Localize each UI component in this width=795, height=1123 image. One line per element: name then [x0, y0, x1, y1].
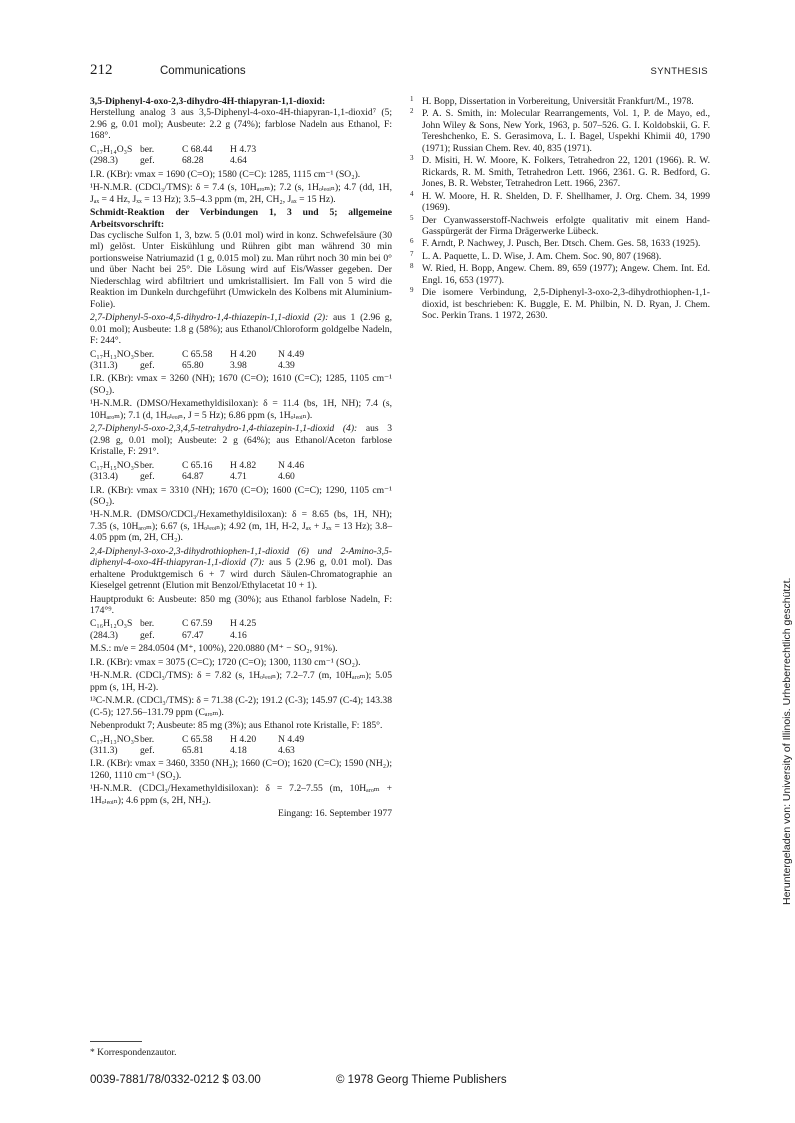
- received-date: Eingang: 16. September 1977: [277, 808, 392, 820]
- reference-item: 7 L. A. Paquette, L. D. Wise, J. Am. Chem. Soc. 90, 807 (1968).: [410, 249, 662, 262]
- footnote-divider: [90, 1041, 142, 1042]
- compound-title: 3,5-Diphenyl-4-oxo-2,3-dihydro-4H-thiapyran-1,1-dioxid:: [90, 96, 326, 107]
- reference-item: 9 Die isomere Verbindung, 2,5-Diphenyl-3-oxo-2,3-dihydrothiophen-1,1-dioxid, ist beschrieben: K. Buggle, E. M. Philbin, N. D. Ryan, J. Chem. Soc. Perkin Trans. 1 1972, 2630.: [410, 286, 710, 322]
- reference-item: 5 Der Cyanwasserstoff-Nachweis erfolgte qualitativ mit einem Hand-Gasspürgerät der Firma Drägerwerke Lübeck.: [410, 213, 710, 237]
- reference-item: 2 P. A. S. Smith, in: Molecular Rearrangements, Vol. 1, P. de Mayo, ed., John Wiley & Sons, New York, 1963, p. 507–526. G. I. Koldobskii, G. F. Tereshchenko, E. S. Gerasimova, L. I. Bagel, Uspekhi Khimii 40, 1790 (1971); Russian Chem. Rev. 40, 835 (1971).: [410, 107, 710, 154]
- ir-data: I.R. (KBr): νmax = 3260 (NH); 1670 (C=O); 1610 (C=C); 1285, 1105 cm⁻¹ (SO₂).: [90, 373, 392, 396]
- page-number: 212: [90, 62, 113, 78]
- compound-text: Herstellung analog 3 aus 3,5-Diphenyl-4-oxo-4H-thiapyran-1,1-dioxid⁷ (5; 2.96 g, 0.01 mol); Ausbeute: 2.2 g (74%); farblose Nadeln aus Ethanol, F: 168°.: [90, 107, 392, 142]
- reference-item: 3 D. Misiti, H. W. Moore, K. Folkers, Tetrahedron 22, 1201 (1966). R. W. Rickards, R. M. Smith, Tetrahedron Lett. 1966, 2361. G. R. Bedford, G. Jones, B. R. Webster, Tetrahedron Lett. 1966, 2367.: [410, 154, 710, 190]
- procedure-text: Das cyclische Sulfon 1, 3, bzw. 5 (0.01 mol) wird in konz. Schwefelsäure (30 ml) gelöst. Unter Eiskühlung und Rühren gibt man während 30 min portionsweise Natriumazid (1 g, 0.015 mol) zu. Man rührt noch 30 min bei 0° und über Nacht bei 25°. Die Lösung wird auf Eis/Wasser gegeben. Der Niederschlag wird abfiltriert und umkristallisiert. Im Fall von 5 wird die Reaktion im Dunkeln durchgeführt (Umwickeln des Kolbens mit Aluminium-Folie).: [90, 229, 392, 310]
- footer-copyright: © 1978 Georg Thieme Publishers: [336, 1074, 507, 1086]
- download-notice: Heruntergeladen von: University of Illinois. Urheberrechtlich geschützt.: [781, 577, 793, 905]
- elemental-analysis: C₁₇H₁₅NO₃S ber. C 65.16 H 4.82 N 4.46 (313.4) gef. 64.87 4.71 4.60: [90, 459, 305, 483]
- compound-entry: 2,7-Diphenyl-5-oxo-2,3,4,5-tetrahydro-1,4-thiazepin-1,1-dioxid (4): aus 3 (2.98 g, 0.01 mol); Ausbeute: 2 g (64%); aus Ethanol/Aceton farblose Kristalle, F: 291°.: [90, 423, 393, 458]
- elemental-analysis: C₁₇H₁₃NO₃S ber. C 65.58 H 4.20 N 4.49 (311.3) gef. 65.81 4.18 4.63: [90, 733, 305, 757]
- ir-data: I.R. (KBr): νmax = 3075 (C=C); 1720 (C=O); 1300, 1130 cm⁻¹ (SO₂).: [90, 656, 361, 668]
- elemental-analysis: C₁₇H₁₃NO₃S ber. C 65.58 H 4.20 N 4.49 (311.3) gef. 65.80 3.98 4.39: [90, 348, 305, 371]
- cnmr-data: ¹³C-N.M.R. (CDCl₃/TMS): δ = 71.38 (C-2); 191.2 (C-3); 145.97 (C-4); 143.38 (C-5); 127.56–131.79 ppm (Cₐᵣₒₘ).: [90, 695, 392, 718]
- reference-item: 6 F. Arndt, P. Nachwey, J. Pusch, Ber. Dtsch. Chem. Ges. 58, 1633 (1925).: [410, 237, 701, 250]
- ir-data: I.R. (KBr): νmax = 3460, 3350 (NH₂); 1660 (C=O); 1620 (C=C); 1590 (NH₂); 1260, 1110 cm⁻¹ (SO₂).: [90, 758, 392, 781]
- procedure-title: Schmidt-Reaktion der Verbindungen 1, 3 und 5; allgemeine Arbeitsvorschrift:: [90, 207, 392, 230]
- footer-code: 0039-7881/78/0332-0212 $ 03.00: [90, 1074, 261, 1086]
- elemental-analysis: C₁₆H₁₂O₃S ber. C 67.59 H 4.25 (284.3) gef. 67.47 4.16: [90, 618, 257, 641]
- left-column: [90, 96, 392, 820]
- ms-data: M.S.: m/e = 284.0504 (M⁺, 100%), 220.0880 (M⁺ − SO₂, 91%).: [90, 643, 338, 655]
- main-product: Hauptprodukt 6: Ausbeute: 850 mg (30%); aus Ethanol farblose Nadeln, F: 174°⁹.: [90, 593, 392, 617]
- reference-item: 4 H. W. Moore, H. R. Shelden, D. F. Shellhamer, J. Org. Chem. 34, 1999 (1969).: [410, 189, 710, 214]
- footnote: * Korrespondenzautor.: [90, 1048, 177, 1058]
- right-column: [410, 96, 710, 323]
- section-title: Communications: [160, 65, 246, 77]
- nmr-data: ¹H-N.M.R. (CDCl₃/TMS): δ = 7.82 (s, 1Hₒₗₑₒᵢₙ); 7.2–7.7 (m, 10Hₐᵣₒₘ); 5.05 ppm (s, 1H, H-2).: [90, 670, 392, 693]
- ir-data: I.R. (KBr): νmax = 3310 (NH); 1670 (C=O); 1600 (C=C); 1290, 1105 cm⁻¹ (SO₂).: [90, 484, 392, 507]
- elemental-analysis: C₁₇H₁₄O₃S ber. C 68.44 H 4.73 (298.3) gef. 68.28 4.64: [90, 143, 257, 167]
- page-header: [90, 62, 708, 84]
- journal-name: SYNTHESIS: [650, 66, 708, 77]
- compound-entry: 2,4-Diphenyl-3-oxo-2,3-dihydrothiophen-1,1-dioxid (6) und 2-Amino-3,5-diphenyl-4-oxo-4H-thiapyran-1,1-dioxid (7): aus 5 (2.96 g, 0.01 mol). Das erhaltene Produktgemisch 6 + 7 wird durch Säulen-Chromatographie an Kieselgel getrennt (Elution mit Benzol/Ethylacetat 10 + 1).: [90, 545, 392, 592]
- nmr-data: ¹H-N.M.R. (DMSO/Hexamethyldisiloxan): δ = 11.4 (bs, 1H, NH); 7.4 (s, 10Hₐᵣₒₘ); 7.1 (d, 1Hₒₗₑₒᵢₙ, J = 5 Hz); 6.86 ppm (s, 1Hₒₗₑₒᵢₙ).: [90, 398, 392, 421]
- nmr-data: ¹H-N.M.R. (CDCl₃/TMS): δ = 7.4 (s, 10Hₐᵣₒₘ); 7.2 (s, 1Hₒₗₑₒᵢₙ); 4.7 (dd, 1H, Jₐₓ = 4 Hz, Jₓₓ = 13 Hz); 3.5–4.3 ppm (m, 2H, CH₂, Jₐₓ = 15 Hz).: [90, 182, 392, 205]
- reference-list: [410, 96, 710, 322]
- compound-entry: 2,7-Diphenyl-5-oxo-4,5-dihydro-1,4-thiazepin-1,1-dioxid (2): aus 1 (2.96 g, 0.01 mol); Ausbeute: 1.8 g (58%); aus Ethanol/Chloroform goldgelbe Nadeln, F: 244°.: [90, 312, 392, 347]
- reference-item: 1 H. Bopp, Dissertation in Vorbereitung, Universität Frankfurt/M., 1978.: [410, 95, 694, 107]
- side-product: Nebenprodukt 7; Ausbeute: 85 mg (3%); aus Ethanol rote Kristalle, F: 185°.: [90, 720, 383, 732]
- reference-item: 8 W. Ried, H. Bopp, Angew. Chem. 89, 659 (1977); Angew. Chem. Int. Ed. Engl. 16, 653 (1977).: [410, 262, 710, 286]
- nmr-data: ¹H-N.M.R. (DMSO/CDCl₃/Hexamethyldisiloxan): δ = 8.65 (bs, 1H, NH); 7.35 (s, 10Hₐᵣₒₘ); 6.67 (s, 1Hₒₗₑₒᵢₙ); 4.92 (m, 1H, H-2, Jₐₓ + Jₓₓ = 13 Hz); 3.8–4.05 ppm (m, 2H, CH₂).: [90, 509, 392, 544]
- ir-data: I.R. (KBr): νmax = 1690 (C=O); 1580 (C=C): 1285, 1115 cm⁻¹ (SO₂).: [90, 168, 361, 180]
- nmr-data: ¹H-N.M.R. (CDCl₃/Hexamethyldisiloxan): δ = 7.2–7.55 (m, 10Hₐᵣₒₘ + 1Hₒₗₑₒᵢₙ); 4.6 ppm (s, 2H, NH₂).: [90, 783, 392, 806]
